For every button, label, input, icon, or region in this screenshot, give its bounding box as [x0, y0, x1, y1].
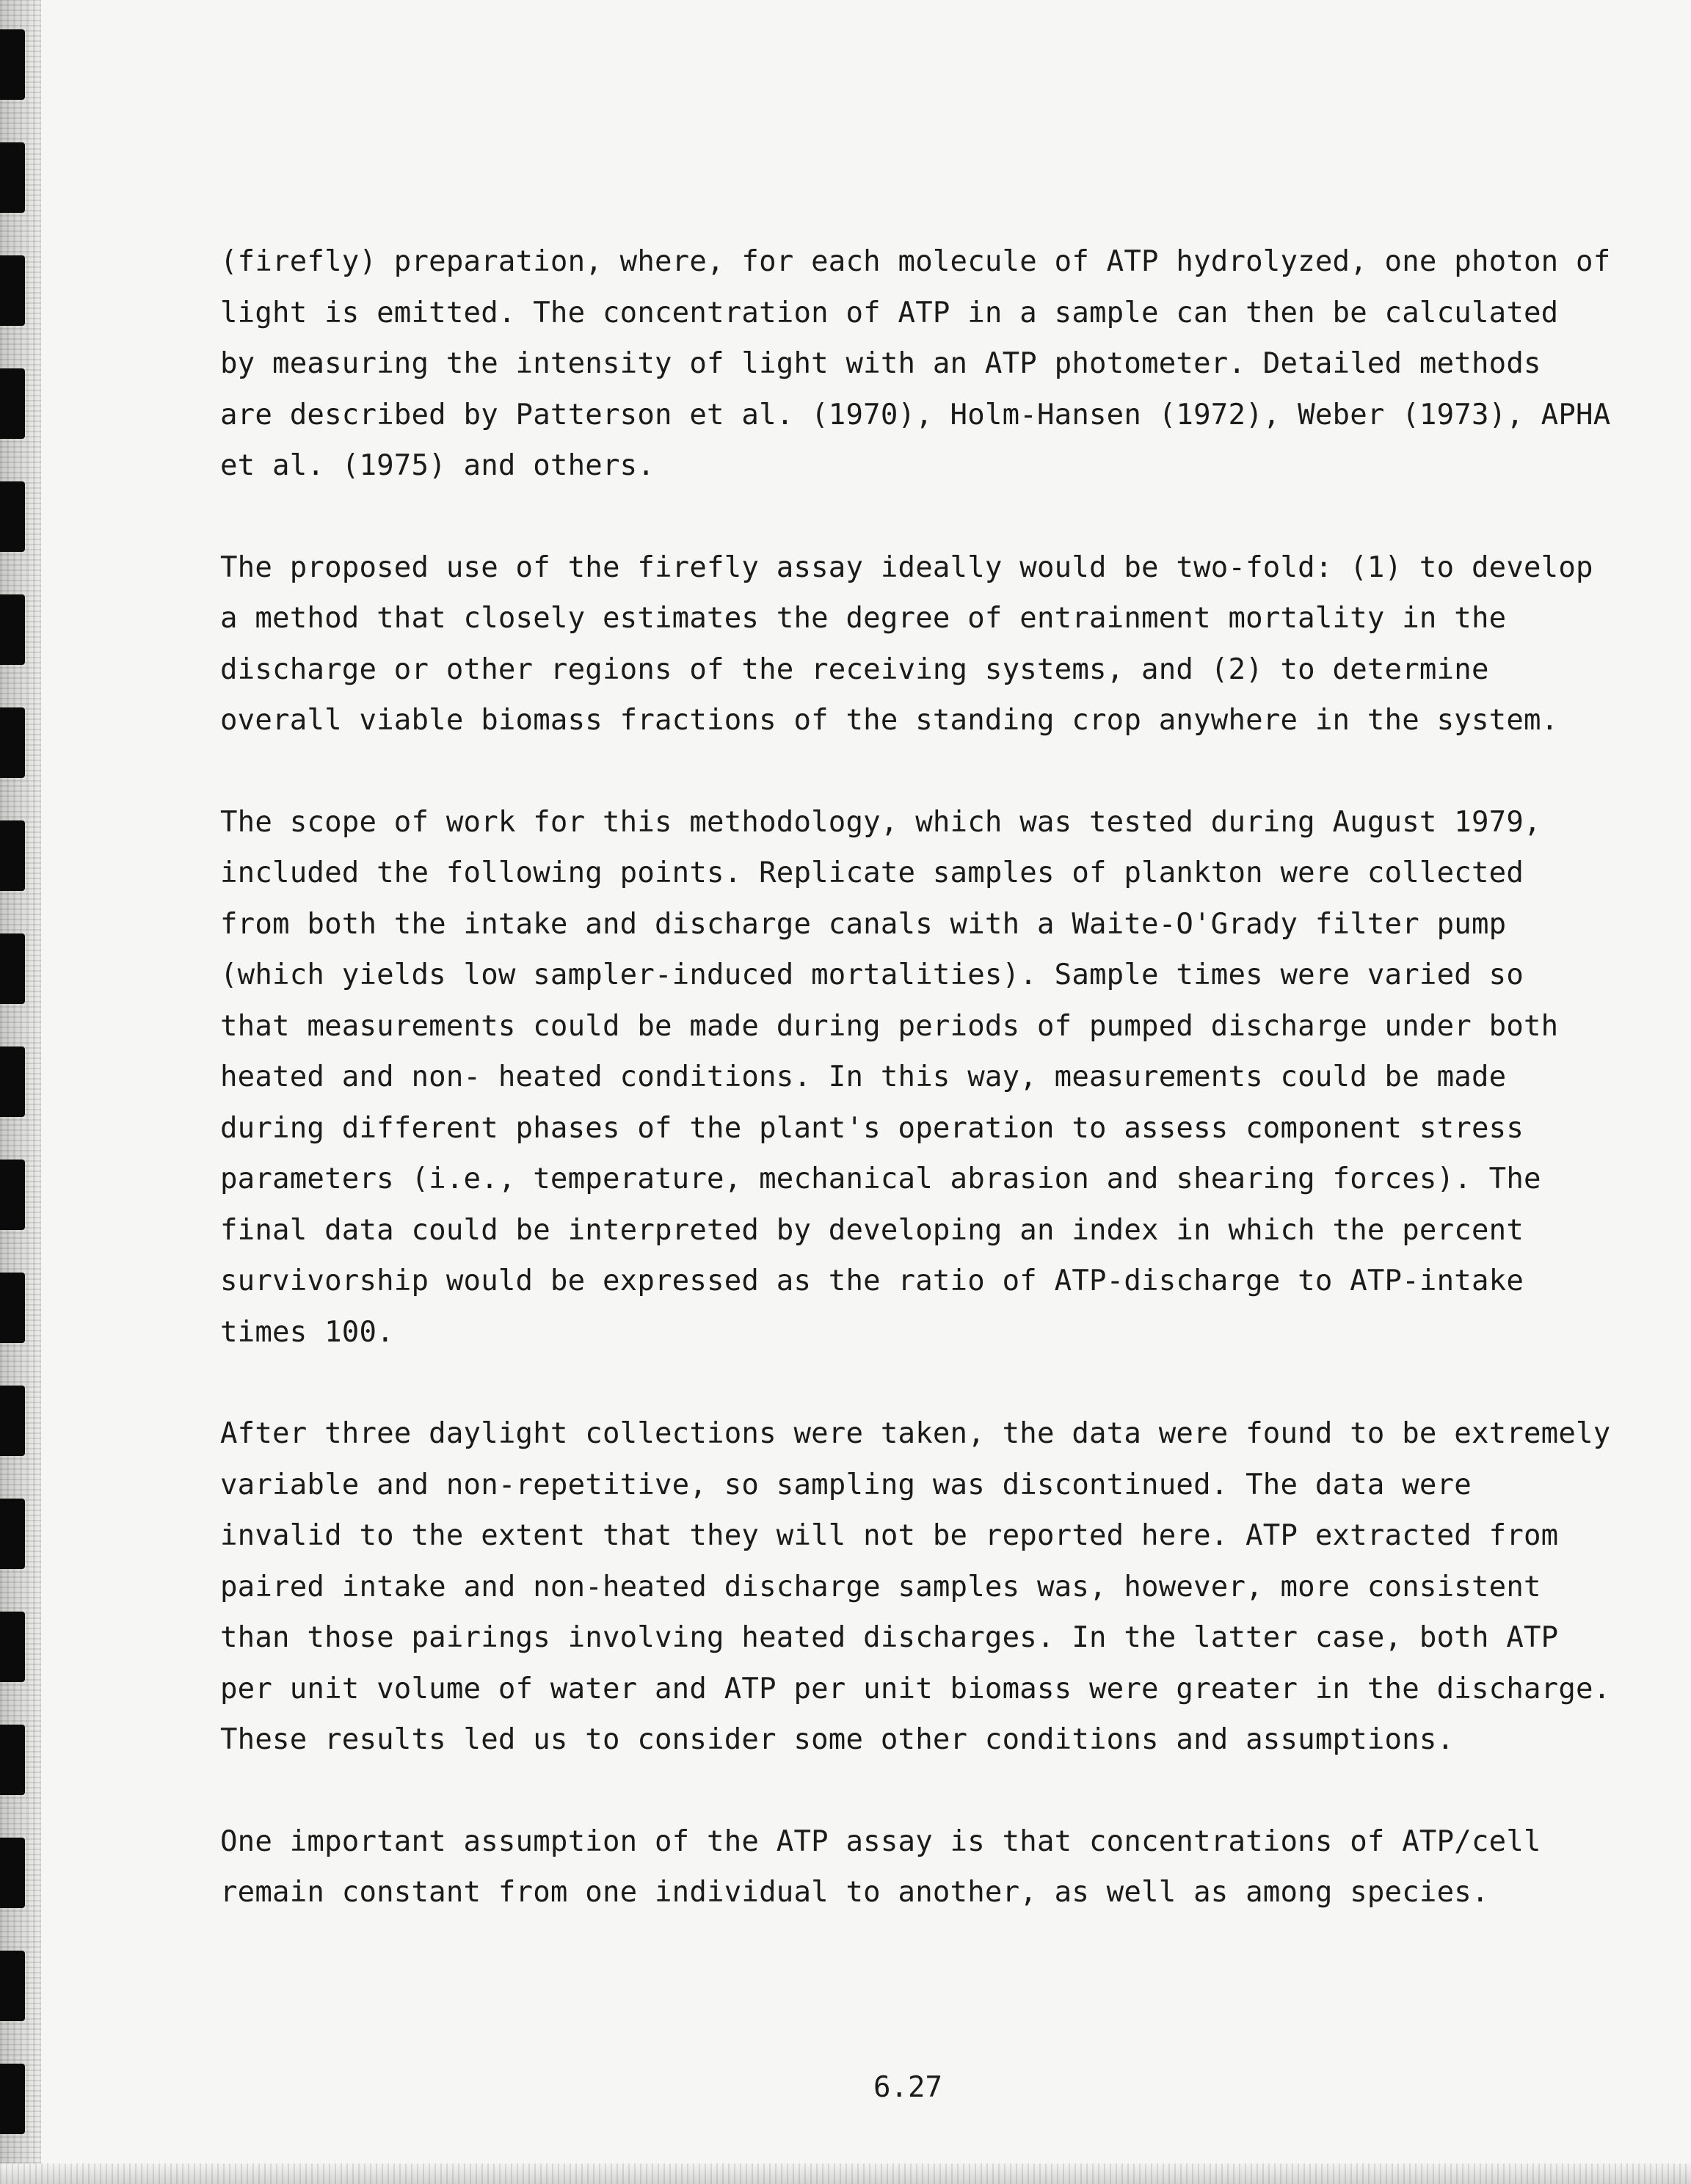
punch-hole [0, 933, 25, 1004]
text-line: One important assumption of the ATP assay is that concentrations of ATP/cell [220, 1824, 1541, 1858]
paragraph [220, 236, 1611, 492]
punch-hole [0, 1838, 25, 1908]
text-line: per unit volume of water and ATP per unit biomass were greater in the discharge. [220, 1672, 1611, 1706]
paragraph [220, 542, 1600, 746]
text-line: times 100. [220, 1315, 394, 1349]
text-line: that measurements could be made during periods of pumped discharge under both [220, 1009, 1559, 1043]
punch-hole [0, 1612, 25, 1682]
punch-hole [0, 142, 25, 213]
text-line: discharge or other regions of the receiving systems, and (2) to determine [220, 652, 1489, 686]
text-line: (firefly) preparation, where, for each molecule of ATP hydrolyzed, one photon of [220, 245, 1611, 278]
page-number: 6.27 [873, 2071, 942, 2104]
text-line: (which yields low sampler-induced mortalities). Sample times were varied so [220, 958, 1524, 991]
text-line: The proposed use of the firefly assay ideally would be two-fold: (1) to develop [220, 550, 1593, 584]
punch-hole [0, 2064, 25, 2134]
punch-hole [0, 255, 25, 326]
punch-hole [0, 368, 25, 439]
document-body [220, 236, 1611, 1969]
punch-hole [0, 481, 25, 552]
text-line: The scope of work for this methodology, which was tested during August 1979, [220, 805, 1541, 839]
paragraph [220, 797, 1600, 1358]
text-line: These results led us to consider some other conditions and assumptions. [220, 1723, 1455, 1756]
text-line: are described by Patterson et al. (1970), Holm-Hansen (1972), Weber (1973), APHA [220, 398, 1611, 432]
text-line: variable and non-repetitive, so sampling was discontinued. The data were [220, 1468, 1472, 1502]
punch-hole [0, 1499, 25, 1569]
text-line: light is emitted. The concentration of ATP in a sample can then be calculated [220, 296, 1559, 330]
paragraph [220, 1816, 1600, 1918]
text-line: included the following points. Replicate samples of plankton were collected [220, 856, 1524, 889]
text-line: during different phases of the plant's operation to assess component stress [220, 1111, 1524, 1145]
text-line: remain constant from one individual to another, as well as among species. [220, 1876, 1489, 1909]
punch-hole [0, 1951, 25, 2021]
text-line: by measuring the intensity of light with an ATP photometer. Detailed methods [220, 347, 1541, 380]
punch-hole [0, 594, 25, 665]
paragraph [220, 1408, 1611, 1766]
punch-hole [0, 1273, 25, 1343]
text-line: overall viable biomass fractions of the standing crop anywhere in the system. [220, 704, 1559, 737]
punch-hole [0, 707, 25, 778]
punch-hole [0, 1160, 25, 1230]
text-line: invalid to the extent that they will not be reported here. ATP extracted from [220, 1519, 1559, 1552]
punch-hole [0, 29, 25, 100]
text-line: parameters (i.e., temperature, mechanical abrasion and shearing forces). The [220, 1162, 1541, 1195]
punch-hole [0, 820, 25, 891]
text-line: from both the intake and discharge canals with a Waite-O'Grady filter pump [220, 907, 1507, 941]
text-line: heated and non- heated conditions. In this way, measurements could be made [220, 1060, 1507, 1093]
text-line: et al. (1975) and others. [220, 449, 655, 482]
punch-hole [0, 1046, 25, 1117]
punch-hole [0, 1725, 25, 1795]
punch-hole [0, 1386, 25, 1456]
text-line: paired intake and non-heated discharge samples was, however, more consistent [220, 1570, 1541, 1604]
text-line: survivorship would be expressed as the ratio of ATP-discharge to ATP-intake [220, 1264, 1524, 1297]
text-line: final data could be interpreted by developing an index in which the percent [220, 1213, 1524, 1247]
text-line: After three daylight collections were taken, the data were found to be extremely [220, 1417, 1611, 1450]
scan-bottom-noise [0, 2163, 1691, 2184]
text-line: than those pairings involving heated discharges. In the latter case, both ATP [220, 1621, 1559, 1654]
text-line: a method that closely estimates the degree of entrainment mortality in the [220, 602, 1507, 635]
